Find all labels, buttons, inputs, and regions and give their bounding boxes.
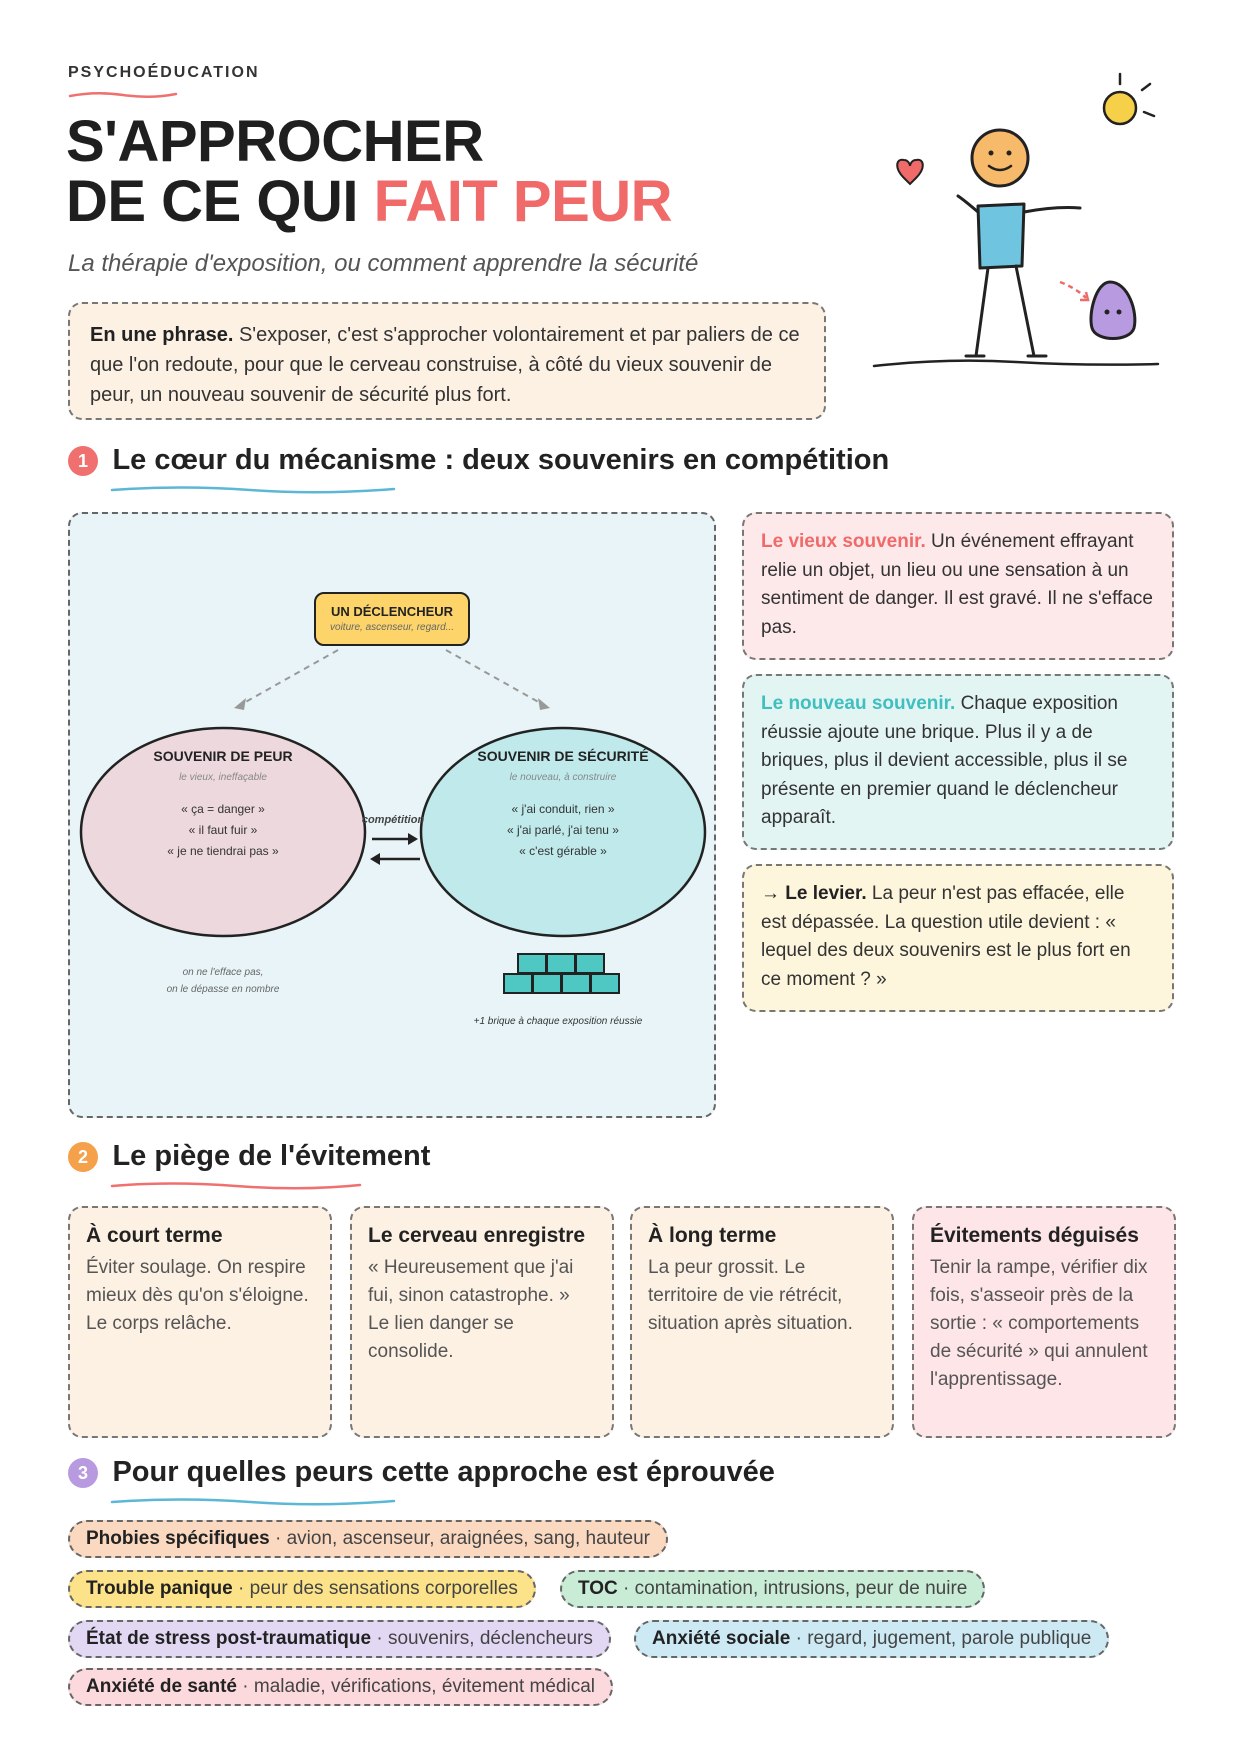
safety-memory-subtitle: le nouveau, à construire [509,772,617,783]
section-3-heading [68,1456,775,1489]
summary-text: S'exposer, c'est s'approcher volontairement et par paliers de ce que l'on redoute, pour que le cerveau construise, à côté du vieux souvenir de peur, un nouveau souvenir de sécurité plus fort. [90,324,800,406]
kicker-underline [68,90,178,100]
section-1-heading [68,444,889,477]
safety-memory-title: SOUVENIR DE SÉCURITÉ [477,748,649,764]
summary-box [68,302,826,420]
new-memory-text: Chaque exposition réussie ajoute une brique. Plus il y a de briques, plus il devient accessible, plus il se présente en premier quand le déclencheur apparaît. [761,693,1128,828]
pill-text: · peur des sensations corporelles [232,1578,518,1599]
old-memory-card [742,512,1174,660]
short-term-card [68,1206,332,1438]
bricks-icon [504,954,619,993]
trigger-box [314,592,470,646]
safety-line: « j'ai conduit, rien » [511,802,615,816]
fear-note-line-2: on le dépasse en nombre [166,984,280,995]
pill-label: État de stress post-traumatique [86,1628,372,1649]
section-2-heading [68,1140,430,1173]
title-line-2-prefix: DE CE QUI [66,169,358,234]
pill-text: · contamination, intrusions, peur de nuire [617,1578,968,1599]
pill-text: · avion, ascenseur, araignées, sang, hauteur [269,1528,650,1549]
section-2-underline [110,1180,362,1192]
title-line-1: S'APPROCHER [66,109,484,174]
kicker: PSYCHOÉDUCATION [68,64,260,81]
section-3-title: Pour quelles peurs cette approche est éprouvée [112,1456,775,1488]
lever-lead: → Le levier. [761,883,867,904]
summary-lead: En une phrase. [90,324,234,346]
pill-specific-phobias [68,1520,668,1558]
competition-label: compétition [361,814,425,826]
subtitle: La thérapie d'exposition, ou comment apprendre la sécurité [68,250,699,277]
long-term-title: À long terme [648,1224,777,1247]
fear-memory-subtitle: le vieux, ineffaçable [179,772,267,783]
title-line-2-accent: FAIT PEUR [373,169,673,234]
fear-memory [103,748,343,862]
section-2-title: Le piège de l'évitement [112,1140,431,1172]
long-term-card [630,1206,894,1438]
disguised-avoidance-text: Tenir la rampe, vérifier dix fois, s'asseoir près de la sortie : « comportements de sécurité » qui annulent l'apprentissage. [930,1257,1148,1390]
pill-label: TOC [578,1578,618,1599]
pill-text: · souvenirs, déclencheurs [371,1628,593,1649]
pill-panic-disorder [68,1570,536,1608]
brain-records-card [350,1206,614,1438]
section-1-title: Le cœur du mécanisme : deux souvenirs en compétition [112,444,890,476]
safety-line: « c'est gérable » [519,844,607,858]
pill-label: Trouble panique [86,1578,233,1599]
new-memory-lead: Le nouveau souvenir. [761,693,956,714]
trigger-title: UN DÉCLENCHEUR [330,604,454,619]
heart-icon [897,160,923,184]
safety-line: « j'ai parlé, j'ai tenu » [507,823,619,837]
fear-note-line-1: on ne l'efface pas, [182,967,264,978]
pill-ptsd [68,1620,611,1658]
pill-ocd [560,1570,985,1608]
short-term-title: À court terme [86,1224,223,1247]
safety-memory [443,748,683,862]
old-memory-lead: Le vieux souvenir. [761,531,926,552]
disguised-avoidance-card [912,1206,1176,1438]
pill-social-anxiety [634,1620,1109,1658]
pill-label: Anxiété sociale [652,1628,791,1649]
pill-label: Anxiété de santé [86,1676,237,1697]
pill-health-anxiety [68,1668,613,1706]
pill-label: Phobies spécifiques [86,1528,270,1549]
brain-records-text: « Heureusement que j'ai fui, sinon catastrophe. » Le lien danger se consolide. [368,1257,574,1362]
disguised-avoidance-title: Évitements déguisés [930,1224,1139,1247]
brain-records-title: Le cerveau enregistre [368,1224,586,1247]
long-term-text: La peur grossit. Le territoire de vie rétrécit, situation après situation. [648,1257,853,1334]
fear-note [123,964,323,998]
fear-line: « ça = danger » [181,802,265,816]
bricks-note: +1 brique à chaque exposition réussie [473,1016,643,1027]
short-term-text: Éviter soulage. On respire mieux dès qu'on s'éloigne. Le corps relâche. [86,1257,309,1334]
page-title [66,109,673,234]
pill-text: · maladie, vérifications, évitement médical [237,1676,595,1697]
lever-card [742,864,1174,1012]
pill-text: · regard, jugement, parole publique [790,1628,1092,1649]
lever-text: La peur n'est pas effacée, elle est dépassée. La question utile devient : « lequel des deux souvenirs est le plus fort en ce moment ? » [761,883,1131,990]
mechanism-diagram [68,512,716,1118]
fear-memory-title: SOUVENIR DE PEUR [153,748,293,764]
old-memory-text: Un événement effrayant relie un objet, un lieu ou une sensation à un sentiment de danger. Il est gravé. Il ne s'efface pas. [761,531,1153,638]
fear-blob-icon [1091,282,1135,339]
fear-line: « je ne tiendrai pas » [167,844,279,858]
section-1-underline [110,484,396,496]
stick-figure-illustration [866,60,1166,380]
trigger-subtitle: voiture, ascenseur, regard... [330,622,454,633]
section-1-badge: 1 [68,446,98,476]
sun-icon [1104,74,1154,124]
fear-line: « il faut fuir » [188,823,258,837]
section-2-badge: 2 [68,1142,98,1172]
section-3-badge: 3 [68,1458,98,1488]
new-memory-card [742,674,1174,850]
section-3-underline [110,1496,396,1508]
